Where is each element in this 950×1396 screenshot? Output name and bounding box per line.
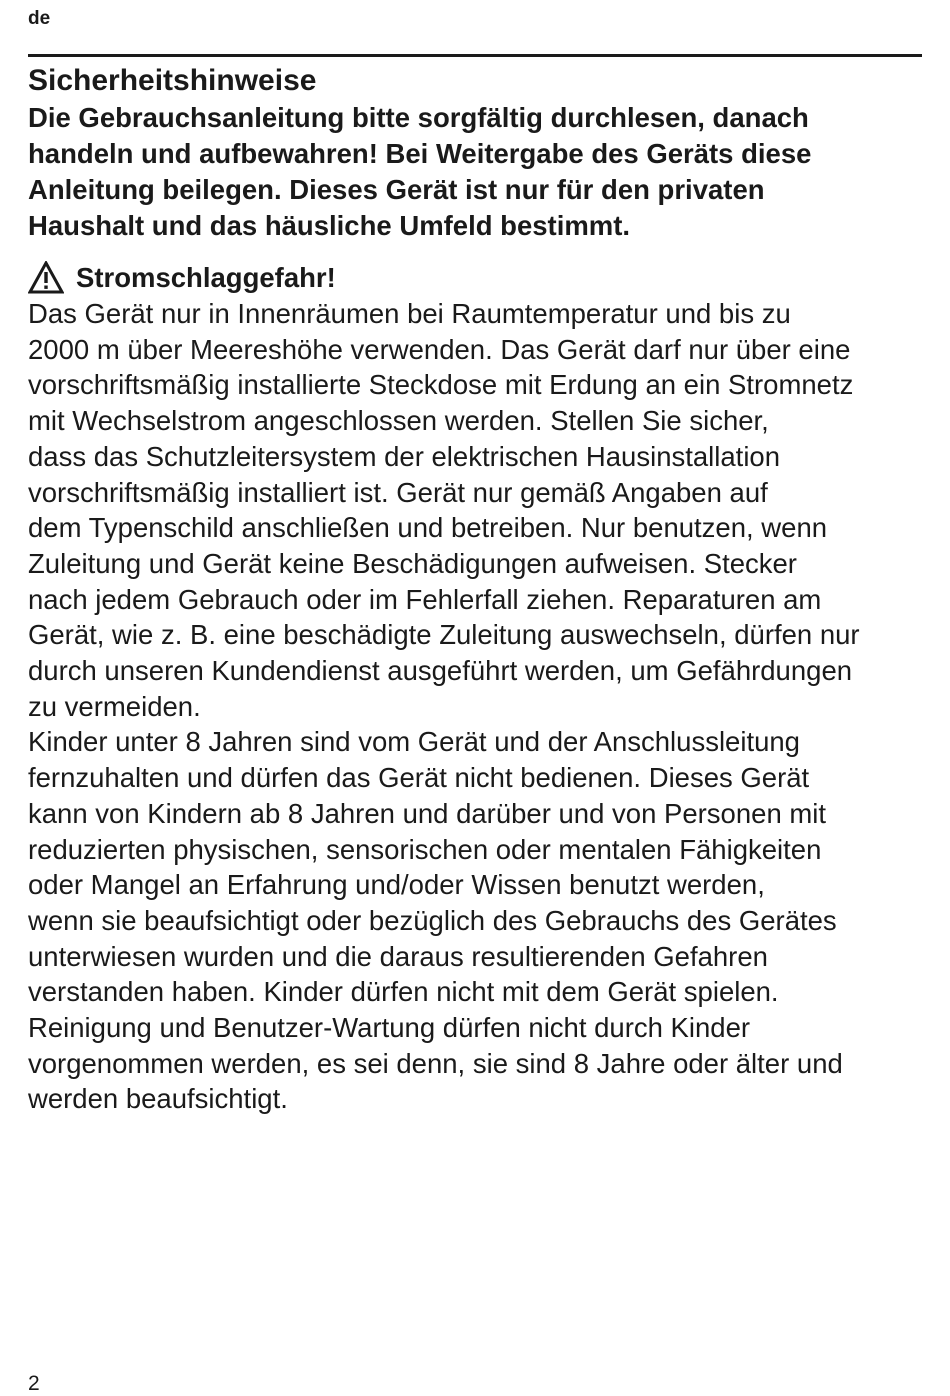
intro-paragraph — [28, 100, 928, 244]
intro-line: Anleitung beilegen. Dieses Gerät ist nur für den privaten — [28, 174, 765, 205]
body-line: unterwiesen wurden und die daraus resultierenden Gefahren — [28, 940, 768, 972]
body-line: 2000 m über Meereshöhe verwenden. Das Gerät darf nur über eine — [28, 333, 851, 365]
body-line: mit Wechselstrom angeschlossen werden. Stellen Sie sicher, — [28, 405, 769, 437]
header-rule — [28, 54, 922, 57]
body-line: vorschriftsmäßig installiert ist. Gerät nur gemäß Angaben auf — [28, 476, 768, 508]
warning-heading — [28, 260, 928, 296]
body-line: verstanden haben. Kinder dürfen nicht mit dem Gerät spielen. — [28, 976, 779, 1008]
body-line: kann von Kindern ab 8 Jahren und darüber und von Personen mit — [28, 797, 827, 829]
body-line: Kinder unter 8 Jahren sind vom Gerät und der Anschlussleitung — [28, 726, 800, 758]
body-line: Reinigung und Benutzer-Wartung dürfen nicht durch Kinder — [28, 1012, 751, 1044]
page-number: 2 — [28, 1372, 40, 1395]
body-line: nach jedem Gebrauch oder im Fehlerfall ziehen. Reparaturen am — [28, 583, 822, 615]
body-line: dem Typenschild anschließen und betreiben. Nur benutzen, wenn — [28, 512, 828, 544]
body-line: reduzierten physischen, sensorischen oder mentalen Fähigkeiten — [28, 833, 822, 865]
document-content — [28, 62, 928, 1117]
section-title: Sicherheitshinweise — [28, 64, 317, 97]
intro-line: handeln und aufbewahren! Bei Weitergabe des Geräts diese — [28, 138, 812, 169]
body-line: durch unseren Kundendienst ausgeführt werden, um Gefährdungen — [28, 655, 853, 687]
body-line: werden beaufsichtigt. — [28, 1083, 288, 1115]
warning-heading-text: Stromschlaggefahr! — [76, 262, 336, 293]
body-line: vorgenommen werden, es sei denn, sie sind 8 Jahre oder älter und — [28, 1047, 843, 1079]
warning-triangle-icon — [28, 261, 64, 295]
body-line: Das Gerät nur in Innenräumen bei Raumtemperatur und bis zu — [28, 298, 791, 329]
intro-line: Die Gebrauchsanleitung bitte sorgfältig durchlesen, danach — [28, 102, 809, 133]
body-line: vorschriftsmäßig installierte Steckdose mit Erdung an ein Stromnetz — [28, 369, 854, 401]
body-line: Gerät, wie z. B. eine beschädigte Zuleitung auswechseln, dürfen nur — [28, 619, 860, 651]
body-line: oder Mangel an Erfahrung und/oder Wissen benutzt werden, — [28, 869, 765, 901]
intro-line: Haushalt und das häusliche Umfeld bestimmt. — [28, 210, 631, 241]
body-line: zu vermeiden. — [28, 690, 201, 722]
body-line: fernzuhalten und dürfen das Gerät nicht bedienen. Dieses Gerät — [28, 762, 810, 794]
language-tag: de — [28, 8, 51, 29]
body-line: wenn sie beaufsichtigt oder bezüglich des Gebrauchs des Gerätes — [28, 904, 837, 936]
body-line: dass das Schutzleitersystem der elektrischen Hausinstallation — [28, 440, 781, 472]
warning-body — [28, 296, 928, 1117]
body-line: Zuleitung und Gerät keine Beschädigungen aufweisen. Stecker — [28, 547, 797, 579]
